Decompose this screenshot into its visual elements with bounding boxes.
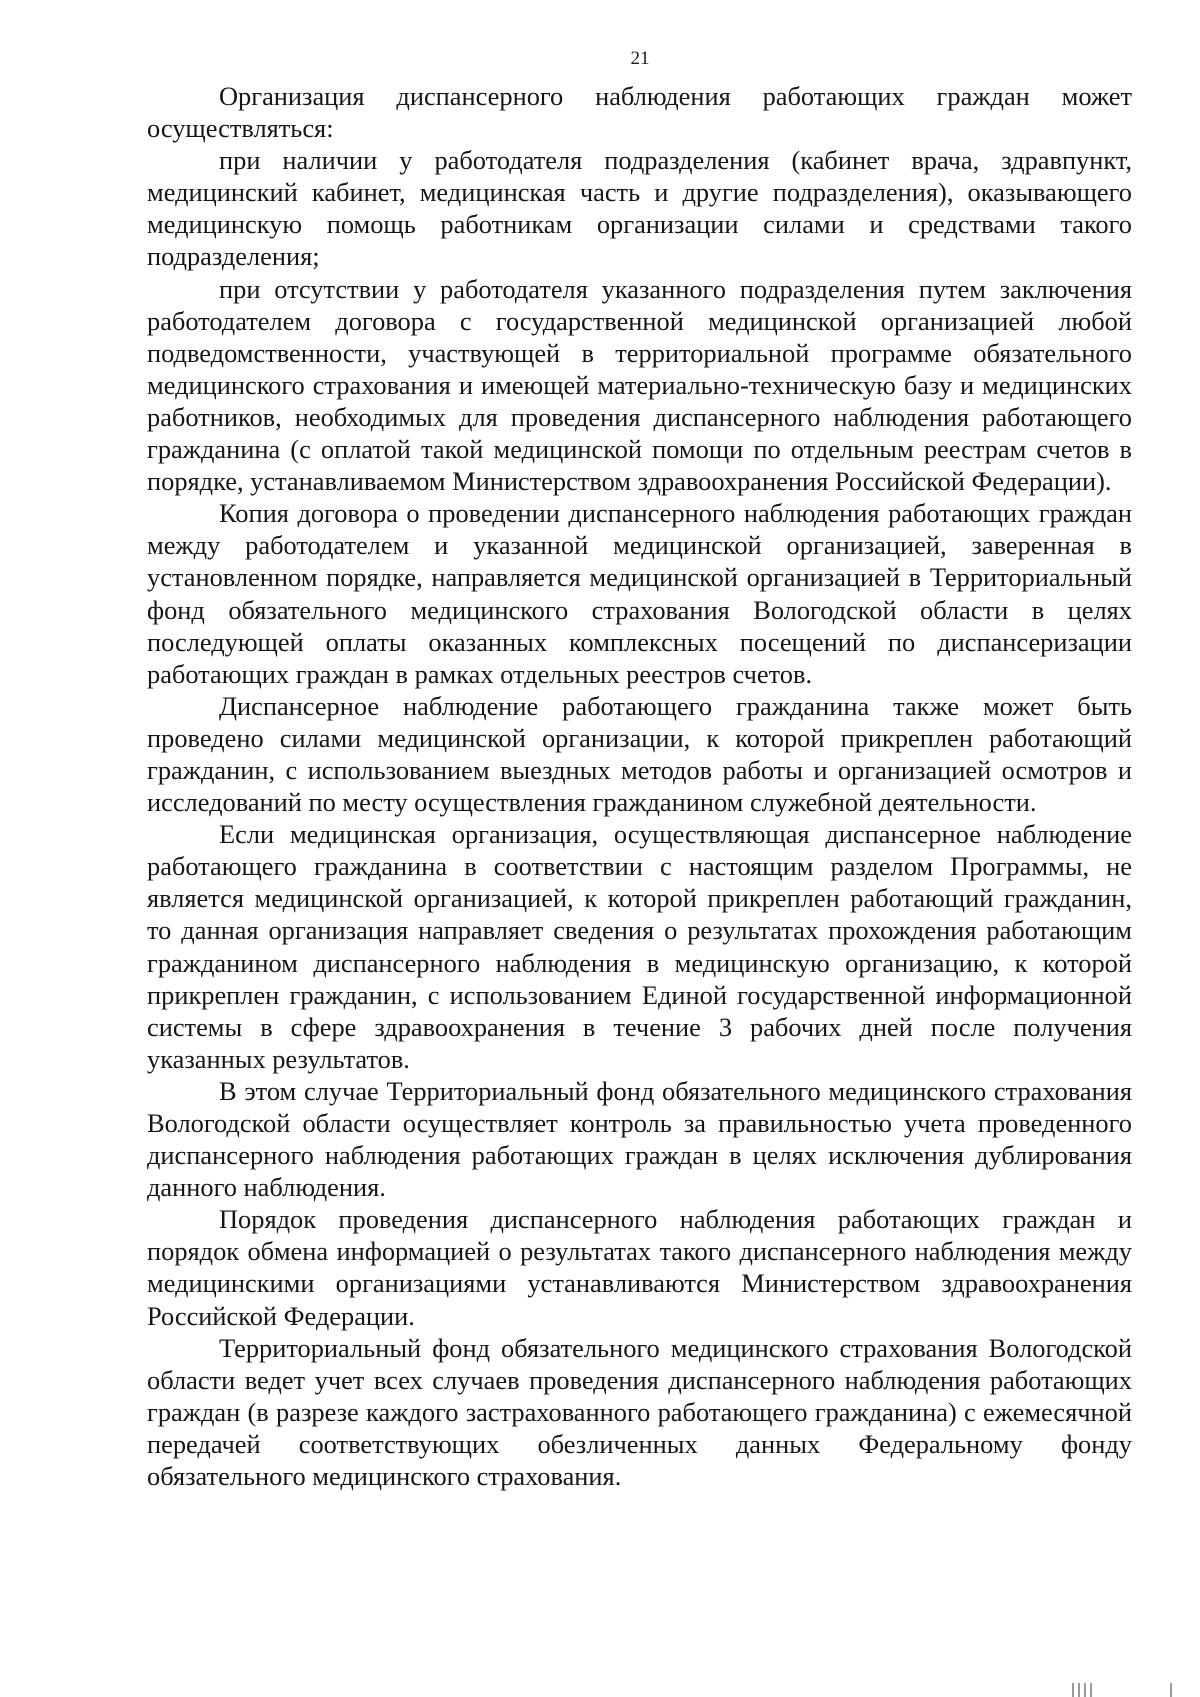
paragraph: при отсутствии у работодателя указанного подразделения путем заключения работодателем договора с государственной медицинской организацией любой подведомственности, участвующей в территориальной программе обязательного медицинского страхования и имеющей материально-техническую базу и медицинских работников, необходимых для проведения диспансерного наблюдения работающего гражданина (с оплатой такой медицинской помощи по отдельным реестрам счетов в порядке, устанавливаемом Министерством здравоохранения Российской Федерации). xyxy=(147,273,1132,497)
paragraph: Если медицинская организация, осуществляющая диспансерное наблюдение работающего гражданина в соответствии с настоящим разделом Программы, не является медицинской организацией, к которой прикреплен работающий гражданин, то данная организация направляет сведения о результатах прохождения работающим гражданином диспансерного наблюдения в медицинскую организацию, к которой прикреплен гражданин, с использованием Единой государственной информационной системы в сфере здравоохранения в течение 3 рабочих дней после получения указанных результатов. xyxy=(147,819,1132,1074)
paragraph: Территориальный фонд обязательного медицинского страхования Вологодской области ведет учет всех случаев проведения диспансерного наблюдения работающих граждан (в разрезе каждого застрахованного работающего гражданина) с ежемесячной передачей соответствующих обезличенных данных Федеральному фонду обязательного медицинского страхования. xyxy=(147,1332,1132,1492)
paragraph: Организация диспансерного наблюдения работающих граждан может осуществляться: xyxy=(147,81,1132,144)
paragraph: при наличии у работодателя подразделения (кабинет врача, здравпункт, медицинский кабинет, медицинская часть и другие подразделения), оказывающего медицинскую помощь работникам организации силами и средствами такого подразделения; xyxy=(147,145,1132,272)
body-text xyxy=(147,80,1132,1492)
scan-artifact-marks xyxy=(1070,1678,1180,1697)
paragraph: В этом случае Территориальный фонд обязательного медицинского страхования Вологодской области осуществляет контроль за правильностью учета проведенного диспансерного наблюдения работающих граждан в целях исключения дублирования данного наблюдения. xyxy=(147,1075,1132,1203)
paragraph: Копия договора о проведении диспансерного наблюдения работающих граждан между работодателем и указанной медицинской организацией, заверенная в установленном порядке, направляется медицинской организацией в Территориальный фонд обязательного медицинского страхования Вологодской области в целях последующей оплаты оказанных комплексных посещений по диспансеризации работающих граждан в рамках отдельных реестров счетов. xyxy=(147,498,1132,689)
page-number: 21 xyxy=(630,48,650,69)
paragraph: Порядок проведения диспансерного наблюдения работающих граждан и порядок обмена информацией о результатах такого диспансерного наблюдения между медицинскими организациями устанавливаются Министерством здравоохранения Российской Федерации. xyxy=(147,1204,1132,1331)
paragraph: Диспансерное наблюдение работающего гражданина также может быть проведено силами медицинской организации, к которой прикреплен работающий гражданин, с использованием выездных методов работы и организацией осмотров и исследований по месту осуществления гражданином служебной деятельности. xyxy=(147,690,1132,818)
